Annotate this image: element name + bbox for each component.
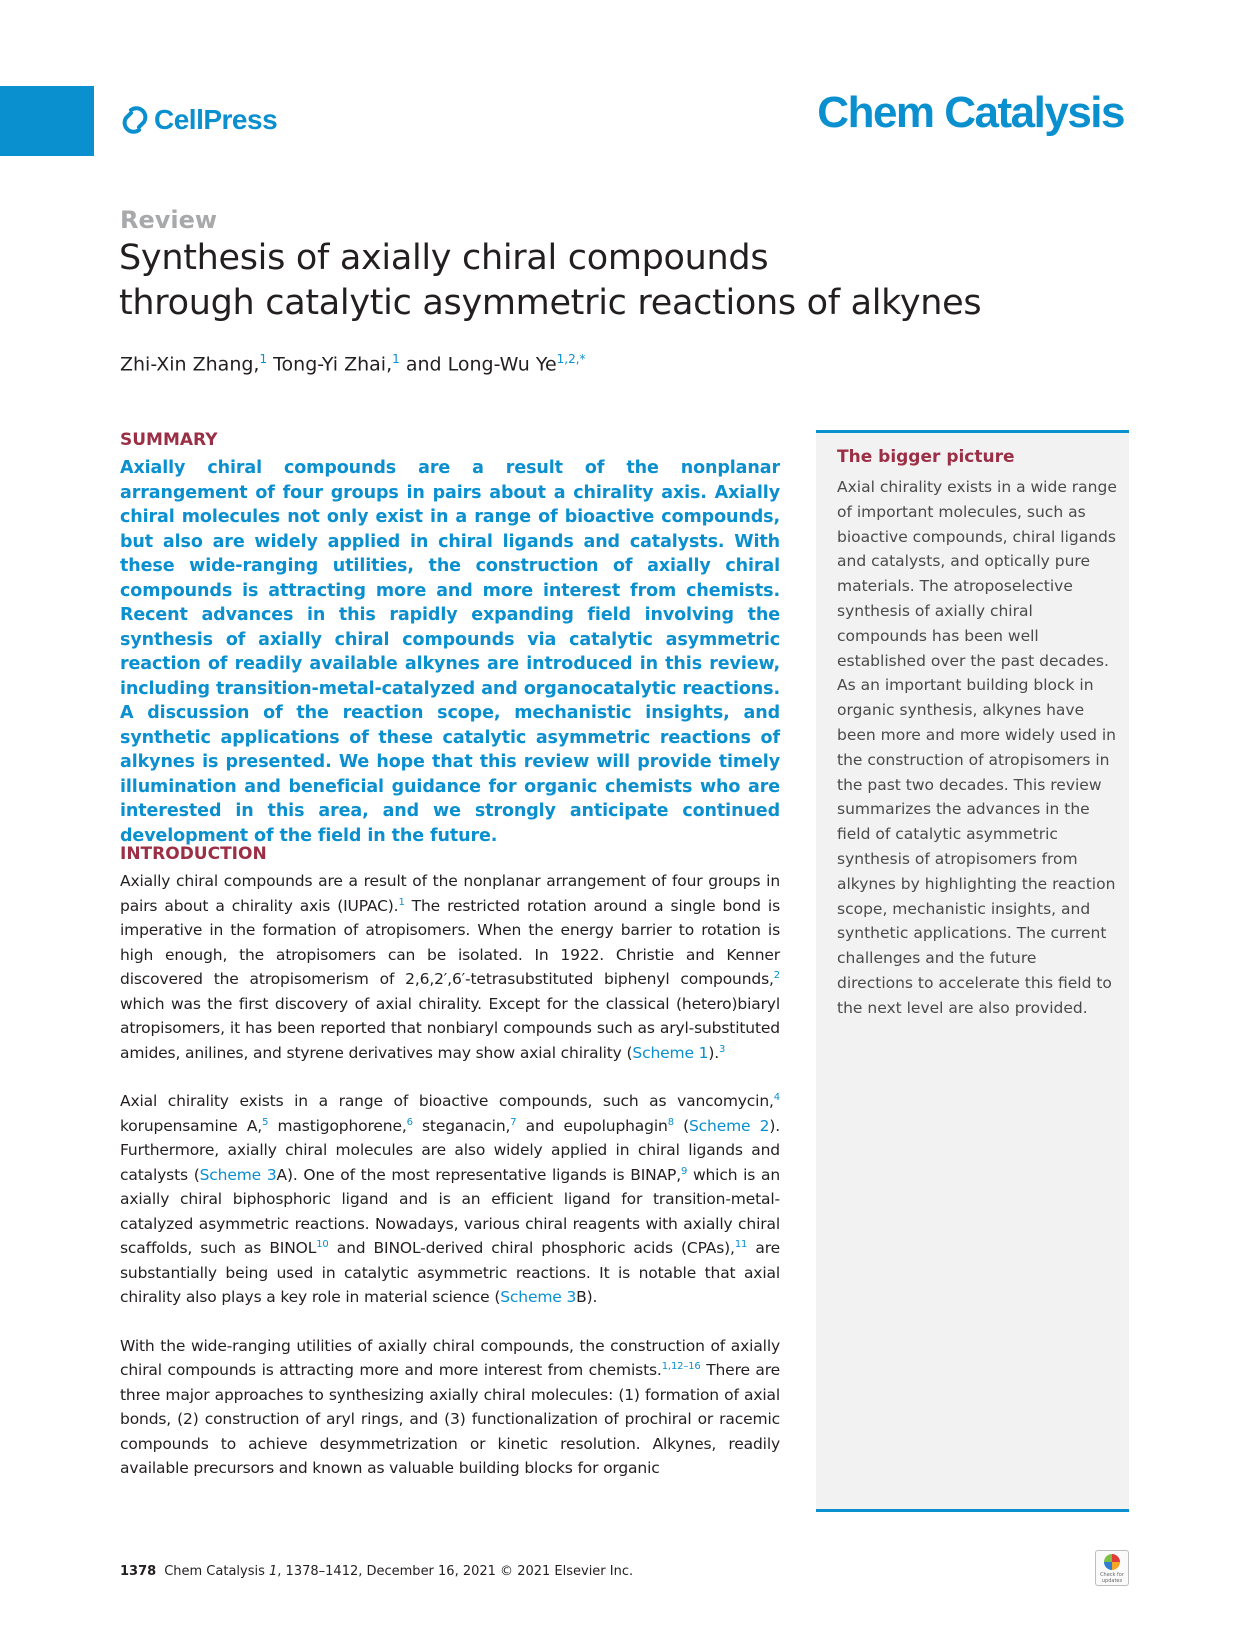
check-updates-icon [1104, 1554, 1120, 1570]
affiliation-ref[interactable]: 1 [392, 352, 400, 366]
footer-volume: 1 [269, 1564, 278, 1579]
text-run: mastigophorene, [268, 1116, 407, 1135]
text-run: Axial chirality exists in a range of bioactive compounds, such as vancomycin, [120, 1092, 774, 1110]
citation-ref[interactable]: 9 [681, 1165, 688, 1177]
citation-ref[interactable]: 2 [773, 969, 780, 981]
citation-ref[interactable]: 8 [667, 1116, 674, 1128]
introduction-heading: INTRODUCTION [120, 844, 267, 864]
footer-journal: Chem Catalysis [164, 1564, 265, 1579]
citation-ref[interactable]: 7 [510, 1116, 517, 1128]
citation-ref[interactable]: 1,12–16 [661, 1360, 701, 1372]
text-run: are substantially being used in catalytic asymmetric reactions. It is notable that axial chirality also plays a key role in material science ( [120, 1239, 780, 1306]
text-run: A). One of the most representative ligands is BINAP, [276, 1165, 682, 1184]
summary-heading: SUMMARY [120, 430, 218, 450]
text-run: which is an axially chiral biphosphoric ligand and is an efficient ligand for transition-metal-catalyzed asymmetric reactions. Nowadays, various chiral reagents with axially chiral scaffolds, such as BINOL [120, 1165, 780, 1257]
intro-paragraph-2 [120, 1089, 780, 1310]
citation-ref[interactable]: 10 [316, 1238, 329, 1250]
citation-ref[interactable]: 4 [773, 1091, 780, 1103]
citation-ref[interactable]: 5 [262, 1116, 269, 1128]
journal-title[interactable]: Chem Catalysis [817, 88, 1124, 137]
title-line-1: Synthesis of axially chiral compounds [119, 238, 769, 278]
bigger-picture-heading: The bigger picture [837, 447, 1015, 467]
text-run: steganacin, [412, 1116, 511, 1135]
intro-paragraph-3 [120, 1334, 780, 1481]
author-list [120, 352, 586, 375]
cellpress-logo-icon [120, 105, 150, 135]
text-run: and eupoluphagin [516, 1116, 668, 1135]
text-run: korupensamine A, [120, 1116, 263, 1135]
text-run: The restricted rotation around a single bond is imperative in the formation of atropisomers. When the energy barrier to rotation is high enough, the atropisomers can be isolated. In 1922. Christie and Kenner discovered the atropisomerism of 2,6,2′,6′-tetrasubstituted biphenyl compounds, [120, 896, 780, 988]
citation-ref[interactable]: 1 [398, 896, 405, 908]
scheme-link[interactable]: Scheme 1 [632, 1043, 709, 1062]
text-run: Axially chiral compounds are a result of the nonplanar arrangement of four groups in pairs about a chirality axis (IUPAC). [120, 872, 780, 915]
text-run: B). [576, 1288, 598, 1306]
summary-text: Axially chiral compounds are a result of the nonplanar arrangement of four groups in pairs about a chirality axis. Axially chiral molecules not only exist in a range of bioactive compounds, but also are widely applied in chiral ligands and catalysts. With these wide-ranging utilities, the construction of axially chiral compounds is attracting more and more interest from chemists. Recent advances in this rapidly expanding field involving the synthesis of axially chiral compounds via catalytic asymmetric reaction of readily available alkynes are introduced in this review, including transition-metal-catalyzed and organocatalytic reactions. A discussion of the reaction scope, mechanistic insights, and synthetic applications of these catalytic asymmetric reactions of alkynes is presented. We hope that this review will provide timely illumination and beneficial guidance for organic chemists who are interested in this area, and we strongly anticipate continued development of the field in the future. [120, 458, 780, 846]
intro-paragraph-1 [120, 869, 780, 1065]
article-title [119, 236, 1069, 326]
scheme-link[interactable]: Scheme 3 [500, 1288, 577, 1306]
citation-ref[interactable]: 3 [719, 1043, 726, 1055]
affiliation-ref[interactable]: 1,2,* [556, 352, 586, 366]
text-run: and BINOL-derived chiral phosphoric acids (CPAs), [328, 1239, 735, 1257]
page-footer [120, 1564, 633, 1579]
title-line-2: through catalytic asymmetric reactions of alkynes [119, 283, 982, 323]
text-run: There are three major approaches to synthesizing axially chiral molecules: (1) formation of axial bonds, (2) construction of aryl rings, and (3) functionalization of prochiral or racemic compounds to achieve desymmetrization or kinetic resolution. Alkynes, readily available precursors and known as valuable building blocks for organic [120, 1361, 780, 1477]
bigger-picture-box [816, 430, 1129, 1512]
check-for-updates-badge[interactable] [1095, 1550, 1129, 1586]
text-run: ). [708, 1043, 720, 1062]
summary-section [120, 430, 780, 848]
article-type: Review [120, 206, 218, 234]
text-run: ). Furthermore, axially chiral molecules are also widely applied in chiral ligands and catalysts ( [120, 1116, 780, 1184]
publisher-logo[interactable] [120, 104, 277, 136]
scheme-link[interactable]: Scheme 2 [688, 1116, 770, 1135]
footer-citation: , 1378–1412, December 16, 2021 © 2021 Elsevier Inc. [277, 1564, 634, 1579]
text-run: which was the first discovery of axial chirality. Except for the classical (hetero)biaryl atropisomers, it has been reported that nonbiaryl compounds such as aryl-substituted amides, anilines, and styrene derivatives may show axial chirality ( [120, 994, 780, 1062]
author-name: and Long-Wu Ye [405, 353, 557, 376]
affiliation-ref[interactable]: 1 [259, 352, 268, 366]
author-name: Zhi-Xin Zhang, [120, 353, 260, 376]
publisher-name: CellPress [154, 104, 278, 135]
author-name: Tong-Yi Zhai, [273, 353, 393, 376]
check-updates-label: Check for updates [1100, 1572, 1124, 1584]
citation-ref[interactable]: 11 [734, 1238, 748, 1250]
citation-ref[interactable]: 6 [406, 1116, 413, 1128]
text-run: ( [673, 1116, 689, 1135]
text-run: With the wide-ranging utilities of axially chiral compounds, the construction of axially chiral compounds is attracting more and more interest from chemists. [120, 1336, 780, 1379]
introduction-section [120, 844, 780, 1481]
brand-color-block [0, 86, 94, 156]
page-number: 1378 [120, 1564, 157, 1579]
bigger-picture-text: Axial chirality exists in a wide range of important molecules, such as bioactive compounds, chiral ligands and catalysts, and optically pure materials. The atroposelective synthesis of axially chiral compounds has been well established over the past decades. As an important building block in organic synthesis, alkynes have been more and more widely used in the construction of atropisomers in the past two decades. This review summarizes the advances in the field of catalytic asymmetric synthesis of atropisomers from alkynes by highlighting the reaction scope, mechanistic insights, and synthetic applications. The current challenges and the future directions to accelerate this field to the next level are also provided. [837, 478, 1117, 1017]
scheme-link[interactable]: Scheme 3 [199, 1165, 277, 1184]
